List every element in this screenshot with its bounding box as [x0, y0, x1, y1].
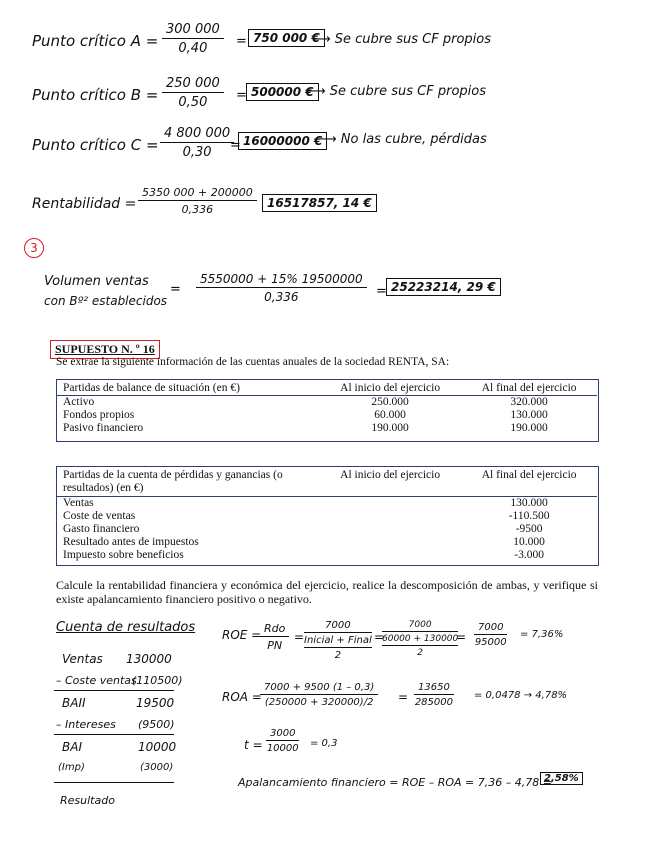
roe-result: = 7,36% [520, 629, 564, 640]
label: Punto crítico B = [32, 86, 159, 104]
roa-label: ROA = [222, 690, 262, 704]
balance-table [57, 381, 597, 435]
header-inicio: Al inicio del ejercicio [319, 381, 461, 396]
cuenta-title: Cuenta de resultados [56, 620, 196, 635]
result-box: 500000 € [246, 83, 319, 101]
fraction: $\frac{250 000}{0,50}$ [162, 76, 224, 110]
divider [54, 782, 174, 783]
header-inicio: Al inicio del ejercicio [319, 468, 461, 497]
table-row: Impuesto sobre beneficios -3.000 [63, 549, 544, 561]
pyg-table [57, 468, 597, 562]
divider [54, 734, 174, 735]
header-partida: Partidas de balance de situación (en €) [57, 381, 319, 396]
header-partida: Partidas de la cuenta de pérdidas y ganancias (o resultados) (en €) [57, 468, 319, 497]
supuesto-title: SUPUESTO N. º 16 [50, 340, 160, 359]
comment: ⟶ No las cubre, pérdidas [318, 132, 487, 147]
apalancamiento-text: Apalancamiento financiero = ROE – ROA = 7,36 – 4,78 = [238, 776, 552, 789]
table-row: Fondos propios 60.000 130.000 [63, 409, 548, 421]
header-final: Al final del ejercicio [461, 381, 597, 396]
label: Punto crítico A = [32, 32, 159, 50]
table-row: Gasto financiero -9500 [63, 523, 543, 535]
table-row: Resultado antes de impuestos 10.000 [63, 536, 545, 548]
t-label: t = [244, 738, 263, 752]
label: Rentabilidad = [32, 196, 137, 212]
comment: ⟶ Se cubre sus CF propios [307, 84, 487, 99]
header-final: Al final del ejercicio [461, 468, 597, 497]
result-box: 16517857, 14 € [262, 194, 377, 212]
t-result: = 0,3 [310, 738, 338, 749]
supuesto-intro: Se extrae la siguiente información de las cuentas anuales de la sociedad RENTA, SA: [56, 356, 450, 368]
section-marker: 3 [24, 238, 44, 258]
fraction: $\frac{300 000}{0,40}$ [162, 22, 224, 56]
table-row: Activo 250.000 320.000 [63, 396, 548, 408]
label-line-1: Volumen ventas [44, 274, 149, 289]
question-text: Calcule la rentabilidad financiera y económica del ejercicio, realice la descomposición de ambas, y verifique si existe apalancamiento financiero positivo o negativo. [56, 578, 598, 606]
table-row: Coste de ventas -110.500 [63, 510, 550, 522]
result-box: 750 000 € [248, 29, 325, 47]
result-box: 25223214, 29 € [386, 278, 501, 296]
fraction: $\frac{5350 000 + 200000}{0,336}$ [138, 186, 257, 216]
fraction: $\frac{5550000 + 15\% 19500000}{0,336}$ [196, 272, 367, 304]
apalancamiento-result: 2,58% [540, 772, 583, 785]
divider [54, 690, 174, 691]
roa-result: = 0,0478 → 4,78% [474, 690, 568, 701]
fraction: $\frac{4 800 000}{0,30}$ [160, 126, 234, 160]
table-row: Ventas 130.000 [63, 497, 548, 509]
comment: ⟶ Se cubre sus CF propios [312, 32, 492, 47]
label-line-2: con Bº² establecidos [44, 294, 168, 308]
roe-label: ROE = [222, 628, 262, 642]
result-box: 16000000 € [238, 132, 327, 150]
label: Punto crítico C = [32, 136, 159, 154]
table-row: Pasivo financiero 190.000 190.000 [63, 422, 548, 434]
